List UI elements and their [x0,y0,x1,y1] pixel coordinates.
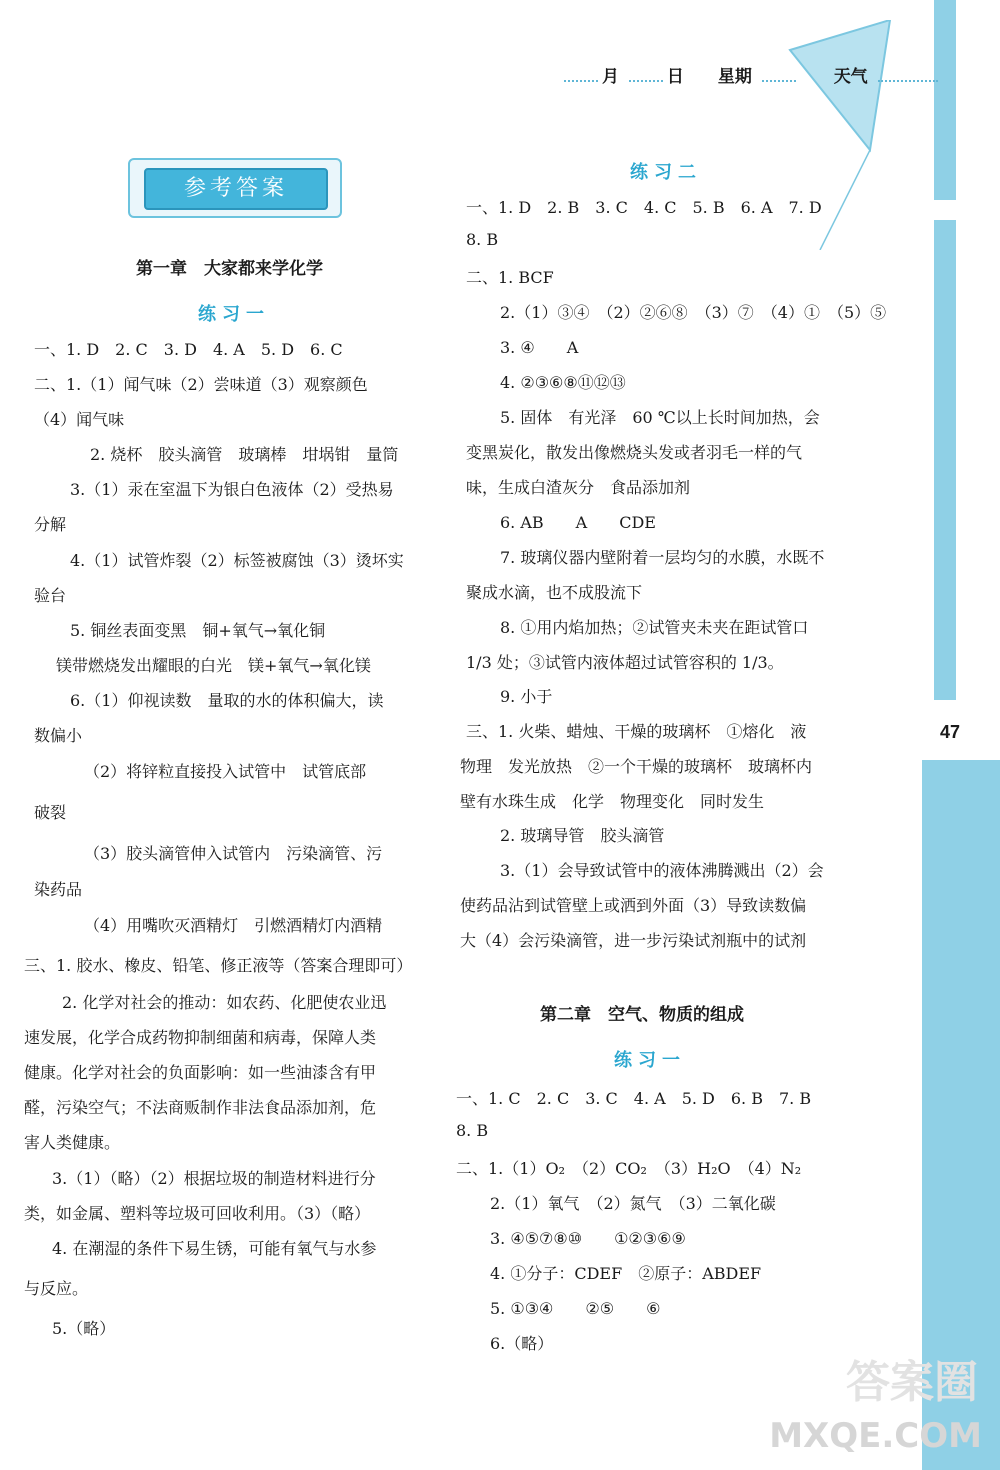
right-answer-line: 6. AB A CDE [500,513,656,532]
left-answer-line: 验台 [34,586,67,605]
left-answer-line: 染药品 [34,880,83,899]
right-answer-line: 3.（1）会导致试管中的液体沸腾溅出（2）会 [500,861,824,880]
right-answer-line: 5. ①③④ ②⑤ ⑥ [490,1299,661,1318]
right-answer-line: 2.（1）氧气 （2）氮气 （3）二氧化碳 [490,1194,776,1213]
right-answer-line: 壁有水珠生成 化学 物理变化 同时发生 [460,792,765,811]
right-answer-line: 物理 发光放热 ②一个干燥的玻璃杯 玻璃杯内 [460,757,813,776]
left-answer-line: （4）用嘴吹灭酒精灯 引燃酒精灯内酒精 [84,916,383,935]
left-answer-line: 5.（略） [52,1319,116,1338]
right-answer-line: 4. ①分子：CDEF ②原子：ABDEF [490,1264,762,1283]
left-answer-line: 二、1.（1）闻气味（2）尝味道（3）观察颜色 [34,375,368,394]
left-answer-line: 害人类健康。 [24,1133,121,1152]
left-answer-line: 2. 烧杯 胶头滴管 玻璃棒 坩埚钳 量筒 [90,445,399,464]
month-label: 月 [602,67,619,87]
left-answer-line: 练习一 [198,304,270,325]
right-answer-line: 一、1. D 2. B 3. C 4. C 5. B 6. A 7. D [466,198,822,217]
right-answer-line: 二、1.（1）O₂ （2）CO₂ （3）H₂O （4）N₂ [456,1159,802,1178]
day-label: 日 [666,67,684,87]
right-answer-line: 2.（1）③④ （2）②⑥⑧ （3）⑦ （4）① （5）⑤ [500,303,887,322]
left-answer-line: 一、1. D 2. C 3. D 4. A 5. D 6. C [34,340,343,359]
left-answer-line: 数偏小 [34,726,83,745]
right-answer-line: 变黑炭化，散发出像燃烧头发或者羽毛一样的气 [466,443,803,462]
right-answer-line: 8. B [466,230,499,249]
weekday-label: 星期 [717,67,752,87]
left-answer-line: （4）闻气味 [34,410,125,429]
left-answer-line: 健康。化学对社会的负面影响：如一些油漆含有甲 [24,1063,377,1082]
right-answer-line: 三、1. 火柴、蜡烛、干燥的玻璃杯 ①熔化 液 [466,722,807,741]
right-answer-line: 2. 玻璃导管 胶头滴管 [500,826,665,845]
right-answer-line: 大（4）会污染滴管，进一步污染试剂瓶中的试剂 [460,931,807,950]
right-answer-line: 3. ④ A [500,338,579,357]
right-answer-line: 聚成水滴，也不成股流下 [466,583,643,602]
watermark-url: MXQE.COM [769,1416,982,1456]
right-answer-line: 味，生成白渣灰分 食品添加剂 [466,478,691,497]
left-answer-line: 镁带燃烧发出耀眼的白光 镁+氧气→氧化镁 [56,656,371,675]
left-answer-line: 4. 在潮湿的条件下易生锈，可能有氧气与水参 [52,1239,377,1258]
banner-title: 参考答案 [144,168,328,210]
right-answer-line: 5. 固体 有光泽 60 ℃以上长时间加热，会 [500,408,820,427]
right-answer-line: 练习二 [630,162,702,183]
right-answer-line: 练习一 [614,1050,686,1071]
left-answer-line: 与反应。 [24,1279,89,1298]
left-answer-line: 4.（1）试管炸裂（2）标签被腐蚀（3）烫坏实 [70,551,404,570]
right-answer-line: 一、1. C 2. C 3. C 4. A 5. D 6. B 7. B [456,1089,812,1108]
left-answer-line: 速发展，化学合成药物抑制细菌和病毒，保障人类 [24,1028,377,1047]
right-answer-line: 二、1. BCF [466,268,554,287]
right-answer-line: 9. 小于 [500,687,553,706]
left-answer-line: 5. 铜丝表面变黑 铜+氧气→氧化铜 [70,621,326,640]
right-answer-line: 4. ②③⑥⑧⑪⑫⑬ [500,373,626,392]
left-answer-line: 三、1. 胶水、橡皮、铅笔、修正液等（答案合理即可） [24,956,413,975]
left-answer-line: （2）将锌粒直接投入试管中 试管底部 [84,762,367,781]
answer-banner [128,158,342,218]
left-answer-line: 破裂 [34,803,67,822]
left-answer-line: 2. 化学对社会的推动：如农药、化肥使农业迅 [62,993,387,1012]
left-answer-line: 3.（1）（略）（2）根据垃圾的制造材料进行分 [52,1169,376,1188]
right-answer-line: 7. 玻璃仪器内壁附着一层均匀的水膜，水既不 [500,548,825,567]
weather-label: 天气 [833,67,868,87]
left-answer-line: 醛，污染空气；不法商贩制作非法食品添加剂，危 [24,1098,377,1117]
right-answer-line: 8. B [456,1121,489,1140]
date-weather-header [560,62,942,87]
right-answer-line: 1/3 处；③试管内液体超过试管容积的 1/3。 [466,653,784,672]
left-answer-line: 类，如金属、塑料等垃圾可回收利用。（3）（略） [24,1204,371,1223]
page-number: 47 [939,722,960,742]
left-answer-line: 3.（1）汞在室温下为银白色液体（2）受热易 [70,480,394,499]
watermark-logo: 答案圈 [846,1357,978,1408]
right-answer-line: 第二章 空气、物质的组成 [540,1005,744,1025]
left-answer-line: 分解 [34,515,67,534]
right-answer-line: 8. ①用内焰加热；②试管夹未夹在距试管口 [500,618,809,637]
right-answer-line: 3. ④⑤⑦⑧⑩ ①②③⑥⑨ [490,1229,686,1248]
right-answer-line: 6.（略） [490,1334,554,1353]
right-answer-line: 使药品沾到试管壁上或洒到外面（3）导致读数偏 [460,896,807,915]
left-answer-line: （3）胶头滴管伸入试管内 污染滴管、污 [84,844,383,863]
left-answer-line: 6.（1）仰视读数 量取的水的体积偏大，读 [70,691,384,710]
left-answer-line: 第一章 大家都来学化学 [136,259,323,279]
